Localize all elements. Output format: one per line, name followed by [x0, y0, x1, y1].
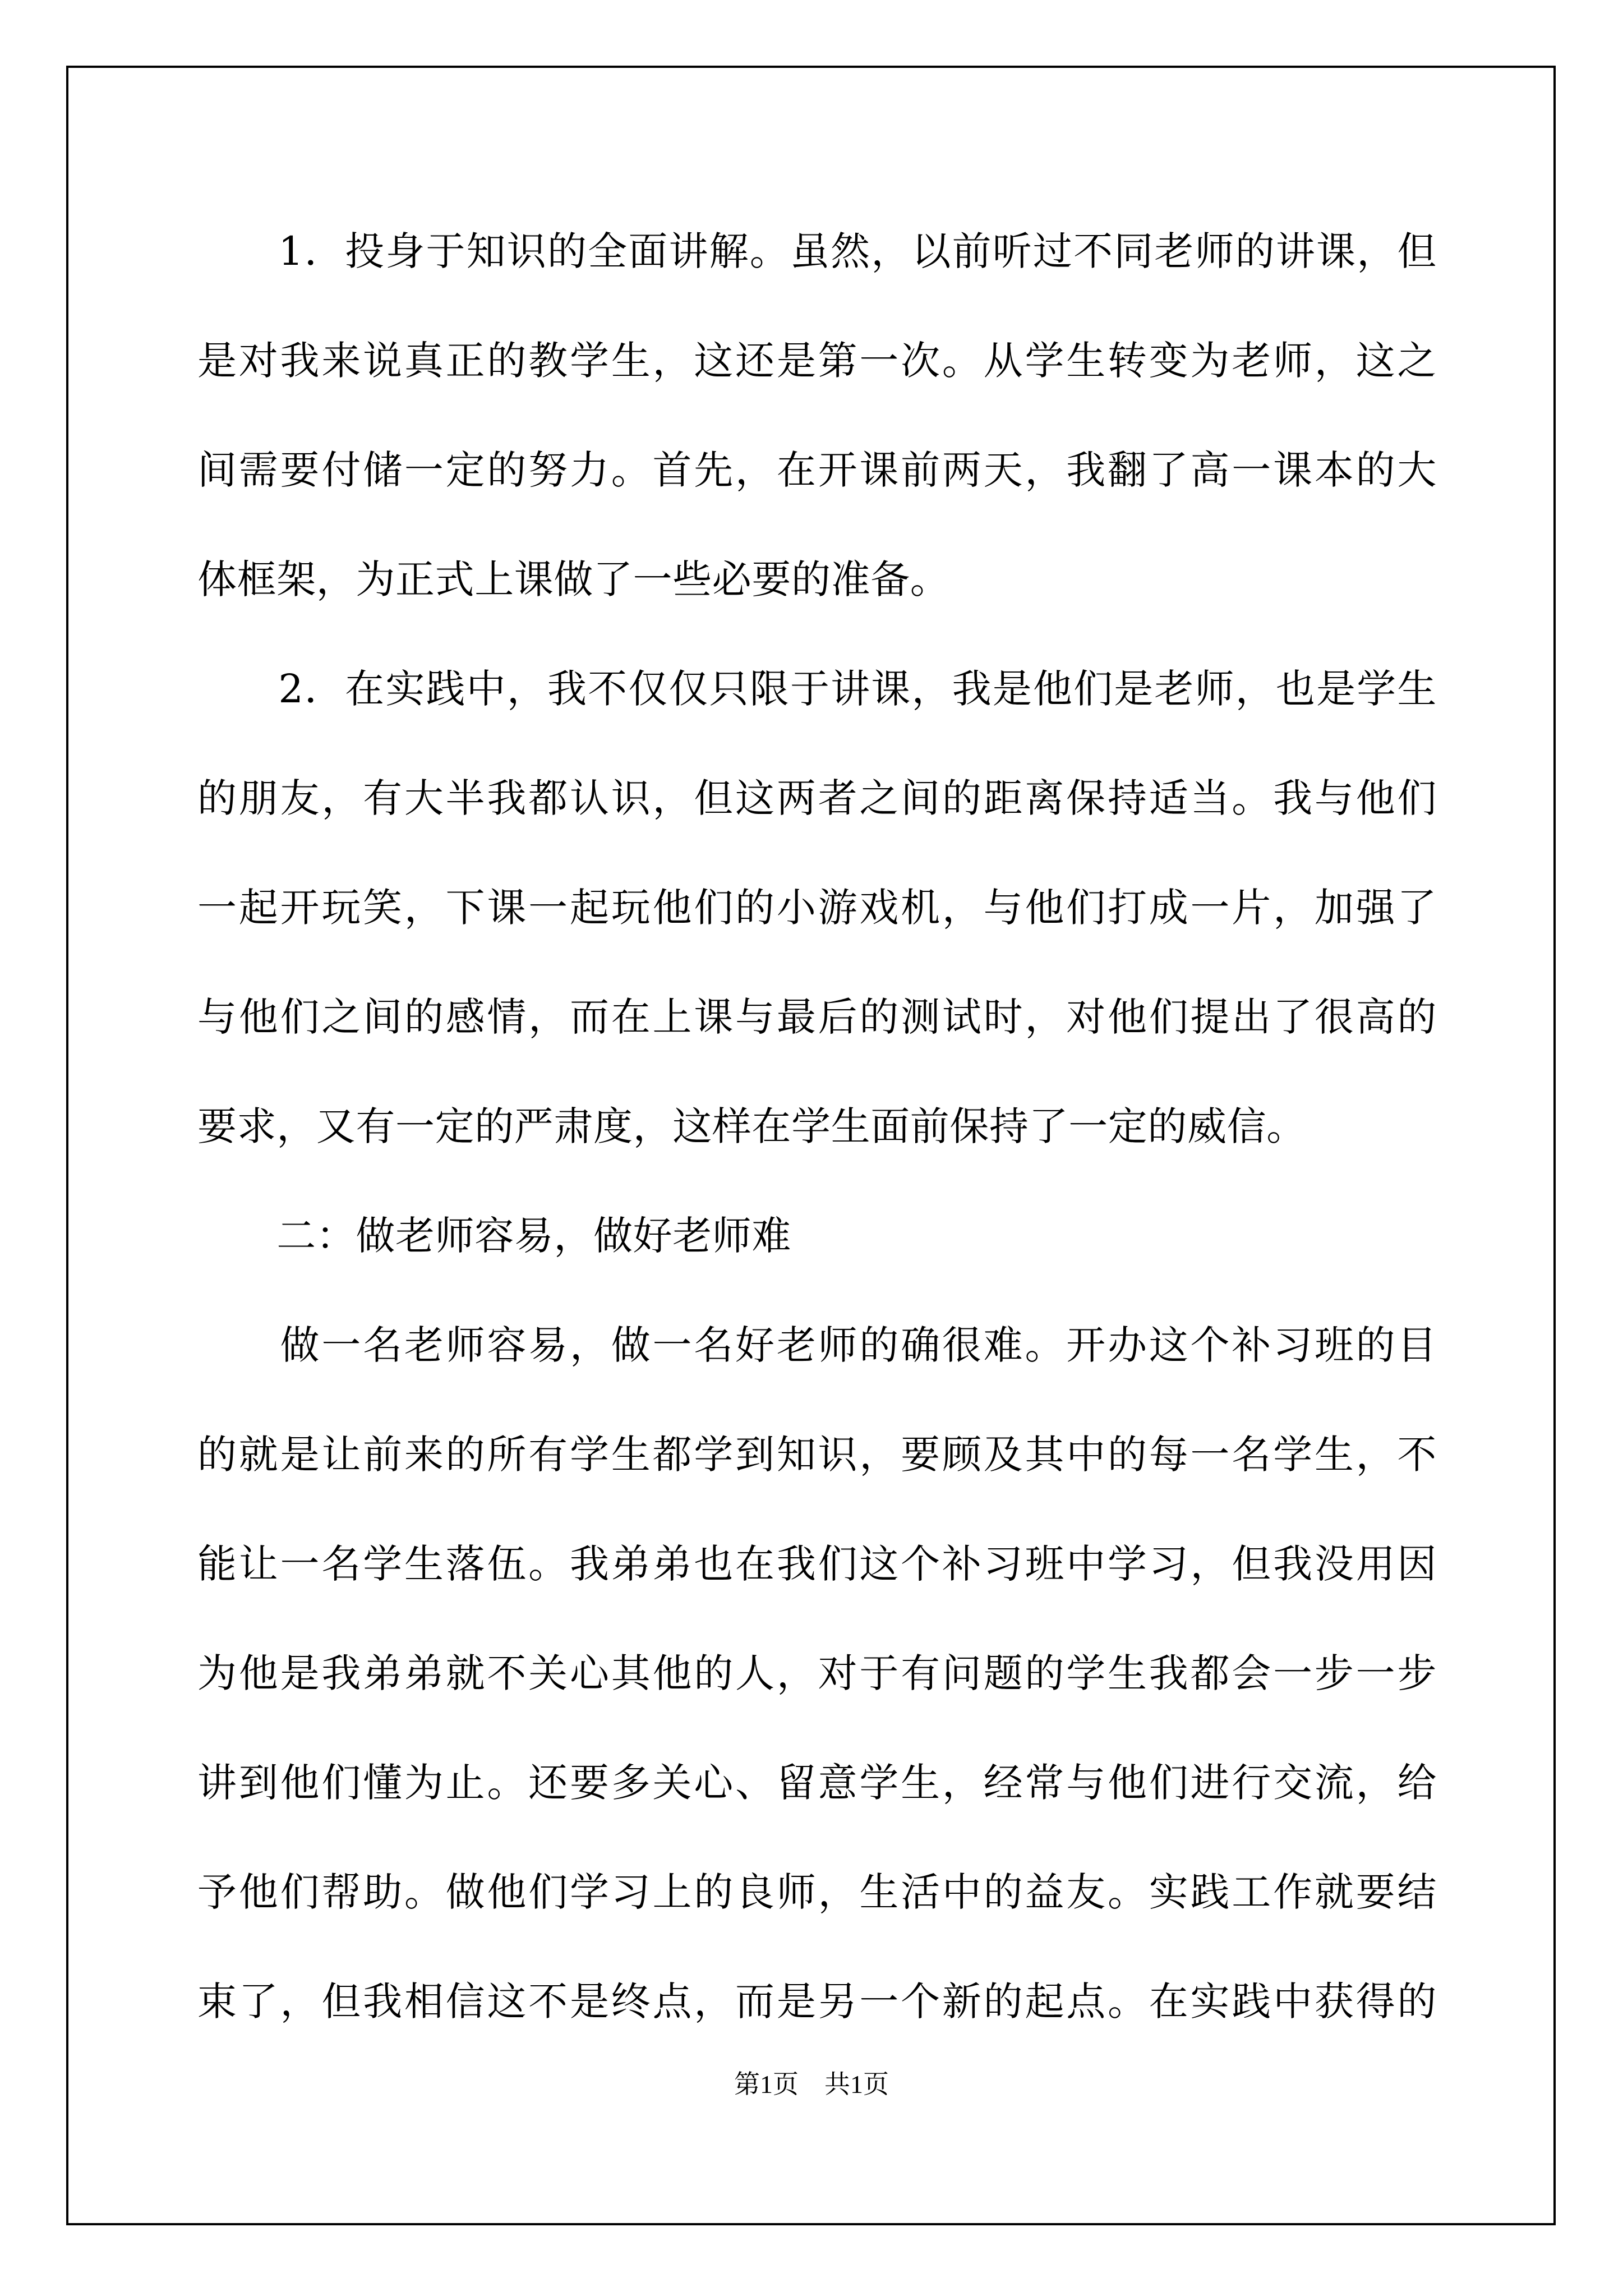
- text-line: 体框架，为正式上课做了一些必要的准备。: [197, 556, 950, 602]
- text-line: 的就是让前来的所有学生都学到知识，要顾及其中的每一名学生，不: [197, 1432, 1437, 1478]
- text-line: 间需要付储一定的努力。首先，在开课前两天，我翻了高一课本的大: [197, 447, 1437, 493]
- text-line: 的朋友，有大半我都认识，但这两者之间的距离保持适当。我与他们: [197, 775, 1437, 821]
- text-line: 能让一名学生落伍。我弟弟也在我们这个补习班中学习，但我没用因: [197, 1541, 1437, 1587]
- document-body: [197, 212, 1437, 2072]
- section-heading: 二：做老师容易，做好老师难: [197, 1213, 791, 1259]
- text-line: 讲到他们懂为止。还要多关心、留意学生，经常与他们进行交流，给: [197, 1760, 1437, 1806]
- text-line: 与他们之间的感情，而在上课与最后的测试时，对他们提出了很高的: [197, 994, 1437, 1040]
- text-line: 1．投身于知识的全面讲解。虽然，以前听过不同老师的讲课，但: [197, 228, 1437, 274]
- text-line: 为他是我弟弟就不关心其他的人，对于有问题的学生我都会一步一步: [197, 1650, 1437, 1696]
- text-line: 要求，又有一定的严肃度，这样在学生面前保持了一定的威信。: [197, 1103, 1306, 1149]
- text-line: 一起开玩笑，下课一起玩他们的小游戏机，与他们打成一片，加强了: [197, 885, 1437, 931]
- page-number-footer: 第1页 共1页: [734, 2070, 889, 2099]
- text-line: 予他们帮助。做他们学习上的良师，生活中的益友。实践工作就要结: [197, 1869, 1437, 1915]
- text-line: 2．在实践中，我不仅仅只限于讲课，我是他们是老师，也是学生: [197, 666, 1437, 712]
- text-line: 是对我来说真正的教学生，这还是第一次。从学生转变为老师，这之: [197, 338, 1437, 384]
- text-line: 束了，但我相信这不是终点，而是另一个新的起点。在实践中获得的: [197, 1978, 1437, 2024]
- text-line: 做一名老师容易，做一名好老师的确很难。开办这个补习班的目: [197, 1322, 1437, 1368]
